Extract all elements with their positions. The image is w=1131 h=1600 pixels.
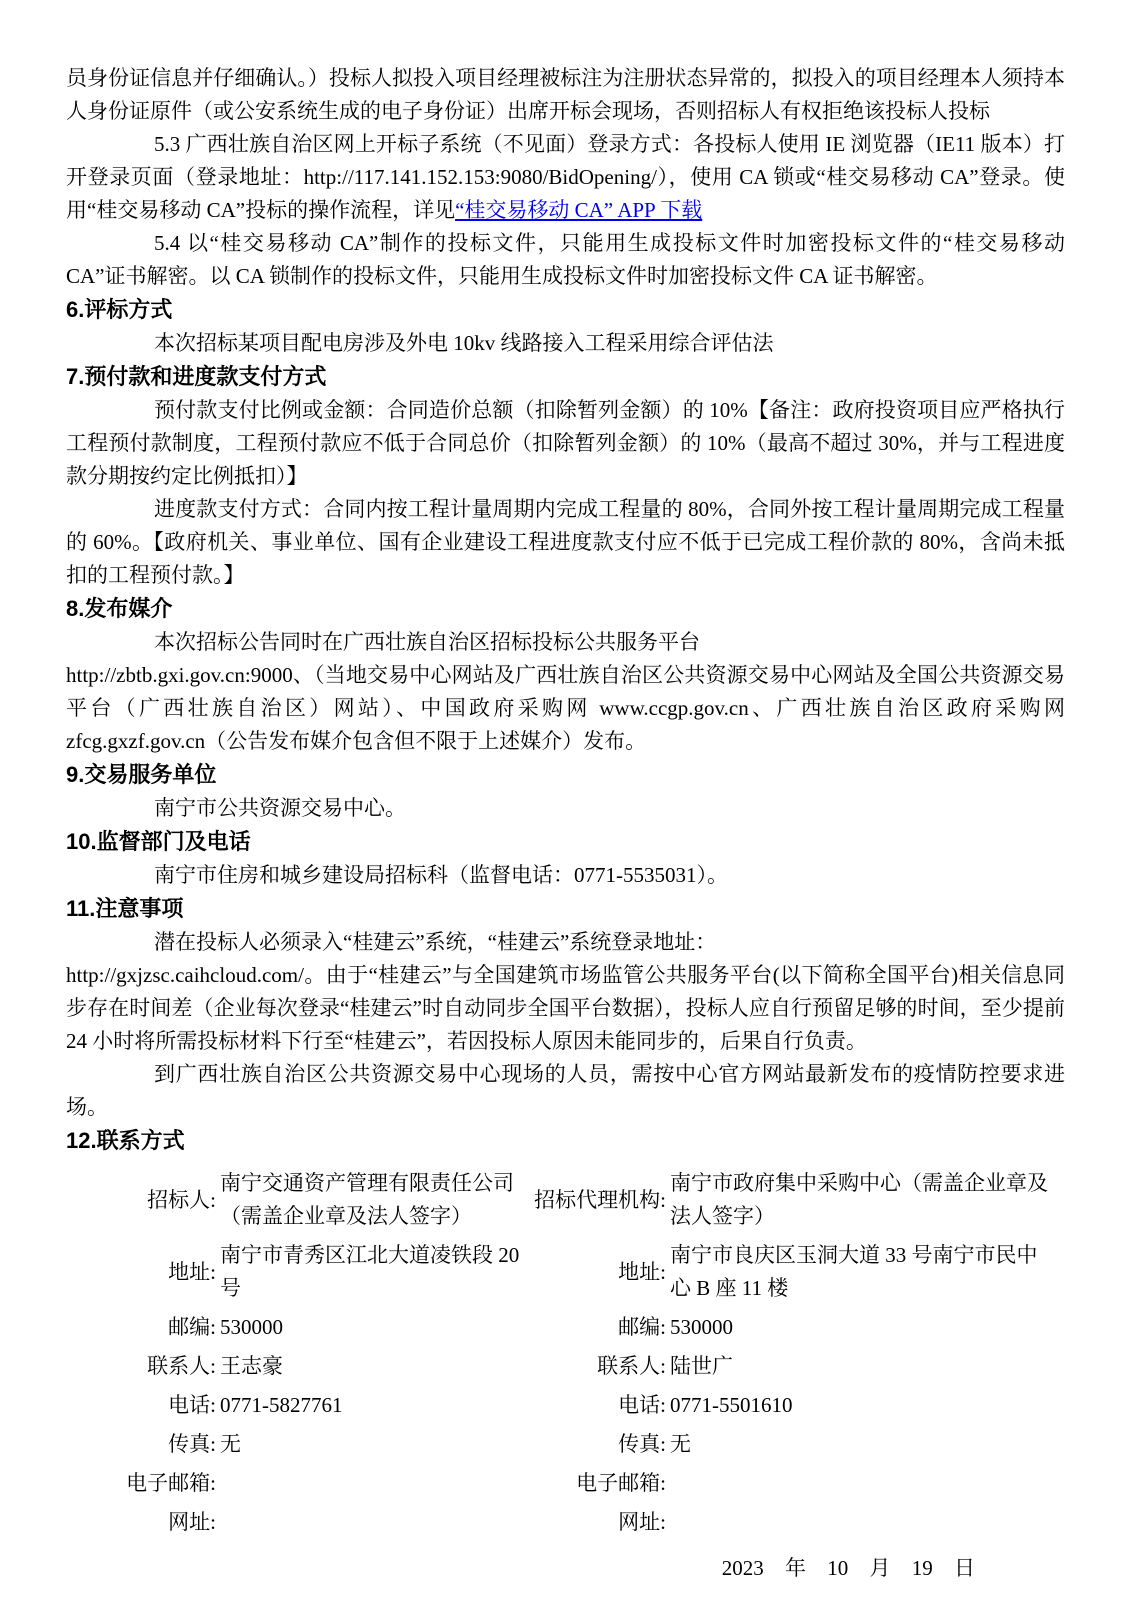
contact-value: 王志豪	[220, 1354, 283, 1378]
section-6-heading: 6.评标方式	[66, 297, 173, 322]
contact-value: 南宁市青秀区江北大道凌铁段 20 号	[220, 1243, 520, 1300]
contact-value: 南宁市政府集中采购中心（需盖企业章及法人签字）	[670, 1171, 1048, 1228]
section-5-4-paragraph: 5.4 以“桂交易移动 CA”制作的投标文件，只能用生成投标文件时加密投标文件的“桂交易移动 CA”证书解密。以 CA 锁制作的投标文件，只能用生成投标文件时加密投标文件 CA 证书解密。	[66, 231, 1065, 288]
contact-label: 联系人:	[597, 1354, 666, 1378]
continuation-paragraph: 员身份证信息并仔细确认。）投标人拟投入项目经理被标注为注册状态异常的，拟投入的项目经理本人须持本人身份证原件（或公安系统生成的电子身份证）出席开标会现场，否则招标人有权拒绝该投标人投标	[66, 66, 1065, 123]
document-date: 2023 年 10 月 19 日	[721, 1556, 975, 1580]
section-11-paragraph-2: 到广西壮族自治区公共资源交易中心现场的人员，需按中心官方网站最新发布的疫情防控要求进场。	[66, 1062, 1065, 1119]
contact-label: 招标代理机构:	[534, 1187, 666, 1212]
section-11-paragraph-rest: http://gxjzsc.caihcloud.com/。由于“桂建云”与全国建筑市场监管公共服务平台(以下简称全国平台)相关信息同步存在时间差（企业每次登录“桂建云”时自动同步全国平台数据），投标人应自行预留足够的时间，至少提前 24 小时将所需投标材料下行至“桂建云”，若因投标人原因未能同步的，后果自行负责。	[66, 963, 1065, 1053]
contact-table	[66, 1164, 1065, 1542]
section-11-paragraph-line1: 潜在投标人必须录入“桂建云”系统，“桂建云”系统登录地址：	[154, 930, 717, 954]
section-11-heading: 11.注意事项	[66, 896, 184, 921]
contact-label: 网址:	[168, 1510, 216, 1534]
contact-value: 0771-5827761	[220, 1393, 343, 1417]
contact-value: 530000	[670, 1315, 733, 1339]
contact-label: 联系人:	[147, 1354, 216, 1378]
contact-row-website	[521, 1503, 1065, 1542]
contact-label: 邮编:	[168, 1315, 216, 1339]
contact-row-email	[521, 1464, 1065, 1503]
contact-value: 530000	[220, 1315, 283, 1339]
section-10-paragraph: 南宁市住房和城乡建设局招标科（监督电话：0771-5535031）。	[154, 863, 728, 887]
contact-row-fax	[66, 1425, 521, 1464]
contact-row-phone	[521, 1386, 1065, 1425]
contact-label: 邮编:	[618, 1315, 666, 1339]
contact-row-postcode	[66, 1308, 521, 1347]
section-7-paragraph-1: 预付款支付比例或金额：合同造价总额（扣除暂列金额）的 10%【备注：政府投资项目应严格执行工程预付款制度，工程预付款应不低于合同总价（扣除暂列金额）的 10%（最高不超过 30%，并与工程进度款分期按约定比例抵扣）】	[66, 398, 1065, 488]
section-9-heading: 9.交易服务单位	[66, 762, 217, 787]
section-8-paragraph-rest: http://zbtb.gxi.gov.cn:9000、（当地交易中心网站及广西壮族自治区公共资源交易中心网站及全国公共资源交易平台（广西壮族自治区）网站）、中国政府采购网 www.ccgp.gov.cn、广西壮族自治区政府采购网 zfcg.gxzf.gov.cn（公告发布媒介包含但不限于上述媒介）发布。	[66, 663, 1065, 753]
contact-row-person	[521, 1347, 1065, 1386]
contact-row-address	[66, 1236, 521, 1308]
contact-row-tenderer	[66, 1164, 521, 1236]
mobile-ca-app-download-link[interactable]: “桂交易移动 CA” APP 下载	[455, 198, 703, 222]
contact-row-agency	[521, 1164, 1065, 1236]
section-8-paragraph-line1: 本次招标公告同时在广西壮族自治区招标投标公共服务平台	[154, 630, 700, 654]
contact-row-person	[66, 1347, 521, 1386]
contact-label: 传真:	[618, 1432, 666, 1456]
contact-row-fax	[521, 1425, 1065, 1464]
section-5-3-paragraph	[66, 128, 1065, 227]
section-10-heading: 10.监督部门及电话	[66, 829, 251, 854]
agency-contact-column	[521, 1164, 1065, 1542]
tenderer-contact-column	[66, 1164, 521, 1542]
contact-value: 南宁市良庆区玉洞大道 33 号南宁市民中心 B 座 11 楼	[670, 1243, 1038, 1300]
contact-label: 地址:	[168, 1259, 216, 1284]
section-5-3-text: 5.3 广西壮族自治区网上开标子系统（不见面）登录方式：各投标人使用 IE 浏览器（IE11 版本）打开登录页面（登录地址：http://117.141.152.153:9080/BidOpening/），使用 CA 锁或“桂交易移动 CA”登录。使用“桂交易移动 CA”投标的操作流程，详见	[66, 132, 1065, 222]
contact-label: 电话:	[618, 1393, 666, 1417]
contact-label: 电子邮箱:	[126, 1471, 216, 1495]
contact-label: 传真:	[168, 1432, 216, 1456]
section-7-heading: 7.预付款和进度款支付方式	[66, 364, 327, 389]
contact-value: 0771-5501610	[670, 1393, 793, 1417]
contact-row-postcode	[521, 1308, 1065, 1347]
section-6-paragraph: 本次招标某项目配电房涉及外电 10kv 线路接入工程采用综合评估法	[154, 331, 774, 355]
contact-value: 无	[220, 1432, 241, 1456]
contact-row-phone	[66, 1386, 521, 1425]
contact-row-website	[66, 1503, 521, 1542]
contact-value: 南宁交通资产管理有限责任公司（需盖企业章及法人签字）	[220, 1171, 514, 1228]
section-12-heading: 12.联系方式	[66, 1128, 185, 1153]
contact-label: 招标人:	[147, 1187, 216, 1212]
contact-label: 网址:	[618, 1510, 666, 1534]
section-9-paragraph: 南宁市公共资源交易中心。	[154, 796, 406, 820]
contact-row-address	[521, 1236, 1065, 1308]
contact-label: 电话:	[168, 1393, 216, 1417]
section-7-paragraph-2: 进度款支付方式：合同内按工程计量周期内完成工程量的 80%，合同外按工程计量周期完成工程量的 60%。【政府机关、事业单位、国有企业建设工程进度款支付应不低于已完成工程价款的 80%，含尚未抵扣的工程预付款。】	[66, 497, 1065, 587]
section-8-heading: 8.发布媒介	[66, 596, 173, 621]
contact-value: 无	[670, 1432, 691, 1456]
contact-label: 地址:	[618, 1259, 666, 1284]
contact-row-email	[66, 1464, 521, 1503]
contact-value: 陆世广	[670, 1354, 733, 1378]
contact-label: 电子邮箱:	[576, 1471, 666, 1495]
